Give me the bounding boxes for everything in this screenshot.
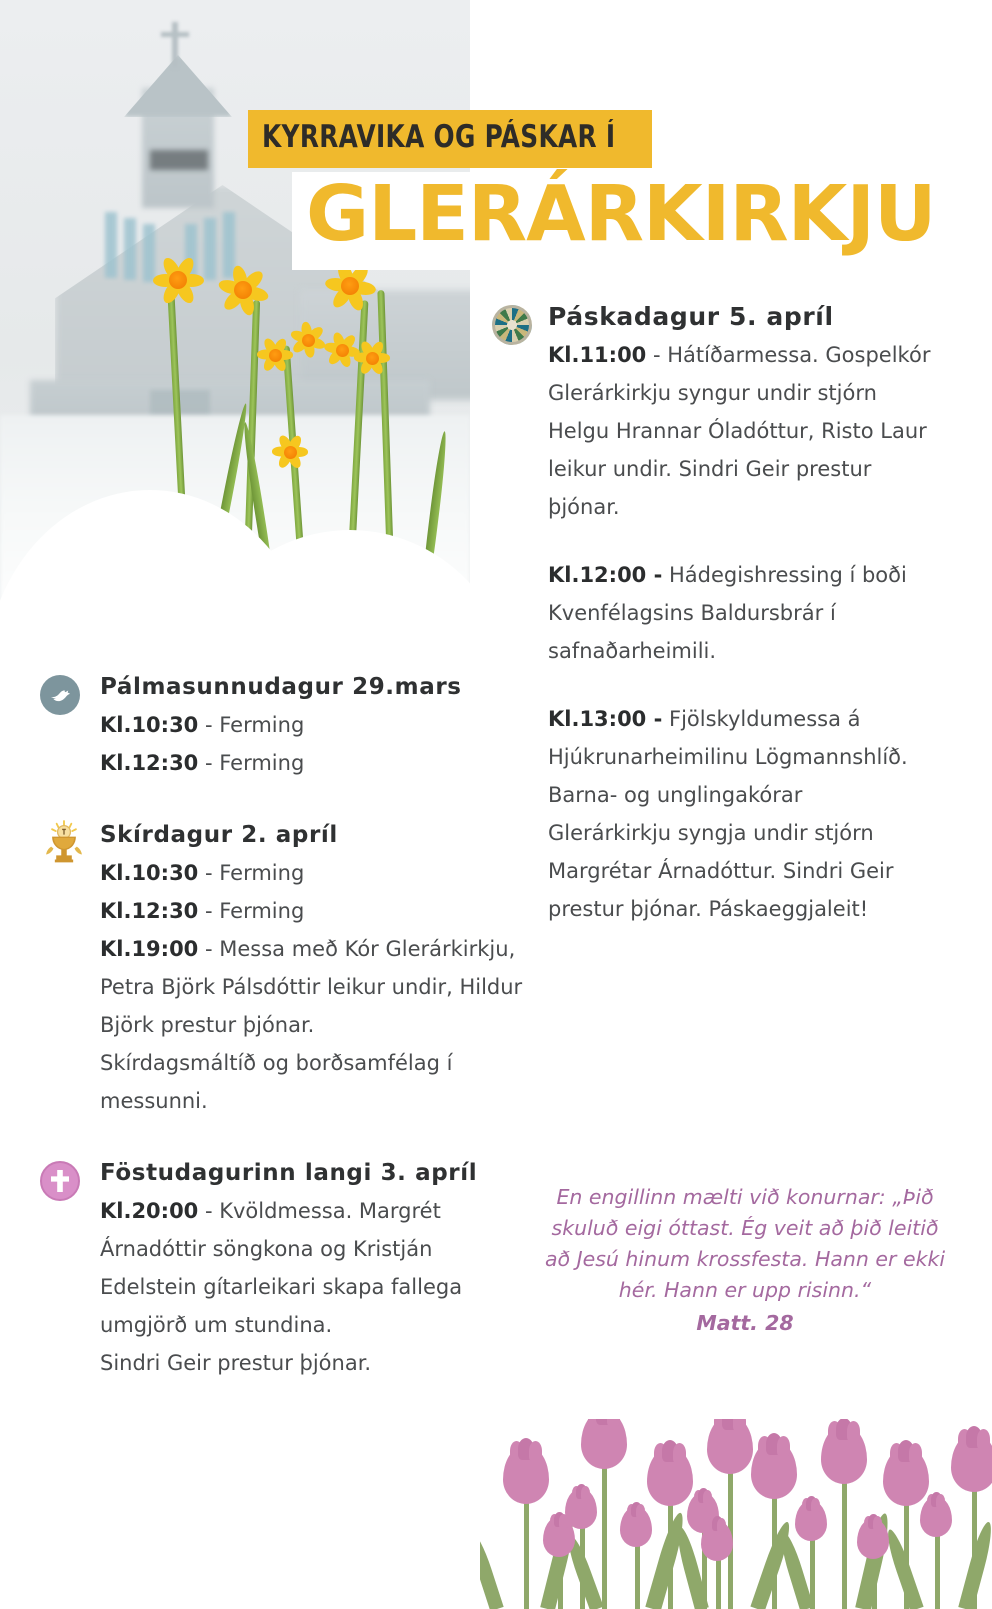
tulip-stem (842, 1469, 847, 1609)
event-time: Kl.11:00 (548, 343, 647, 367)
event-text: - Ferming (198, 713, 305, 737)
dove-icon (40, 675, 80, 715)
tulip-stem (580, 1519, 585, 1609)
tulip-stem (935, 1527, 940, 1609)
event-title: Skírdagur 2. apríl (100, 822, 338, 848)
tulip-flower (701, 1521, 733, 1561)
event-text: Skírdagsmáltíð og borðsamfélag í messunni. (100, 1051, 453, 1113)
tower-opening (150, 150, 208, 170)
tulip-stem (972, 1477, 977, 1609)
event-line (100, 892, 525, 930)
event-line (100, 1192, 525, 1344)
rosette-window-icon (492, 305, 532, 345)
tulip-flower (707, 1419, 753, 1474)
event-text: Sindri Geir prestur þjónar. (100, 1351, 372, 1375)
event-palmasunnudagur (40, 672, 525, 782)
grass-blade (480, 1531, 504, 1609)
chalice-icon (42, 820, 86, 866)
tulip-stem (524, 1489, 529, 1609)
grass-blade (777, 1530, 814, 1609)
tulip-stem (635, 1537, 640, 1609)
tulip-flower (503, 1446, 549, 1504)
event-text: - Hátíðarmessa. Gospelkór Glerárkirkju syngur undir stjórn Helgu Hrannar Óladóttur, Risto Laur leikur undir. Sindri Geir prestur þjónar. (548, 343, 931, 519)
event-text: - Ferming (198, 861, 305, 885)
event-line (100, 1044, 525, 1120)
poster-eyebrow-text: KYRRAVIKA OG PÁSKAR Í (262, 119, 616, 155)
tulip-flower (951, 1434, 992, 1492)
poster-title-block (292, 170, 936, 270)
event-line (100, 930, 525, 1044)
event-line (548, 336, 932, 526)
event-title: Föstudagurinn langi 3. apríl (100, 1160, 478, 1186)
event-line (100, 706, 525, 744)
event-title: Pálmasunnudagur 29.mars (100, 674, 462, 700)
church-window (105, 212, 117, 278)
poster-eyebrow-band (248, 110, 652, 168)
daffodil-flower (150, 252, 206, 308)
scripture-quote (540, 1182, 950, 1339)
event-title: Páskadagur 5. apríl (548, 302, 834, 331)
event-paskadagur-1200 (492, 556, 932, 670)
church-rooftop-cross-icon (172, 22, 178, 68)
event-line (100, 1344, 525, 1382)
event-text: - Messa með Kór Glerárkirkju, Petra Björk Pálsdóttir leikur undir, Hildur Björk prestur þjónar. (100, 937, 523, 1037)
event-time: Kl.20:00 (100, 1199, 199, 1223)
daffodil-flower (215, 262, 271, 318)
event-line (548, 556, 932, 670)
event-time: Kl.13:00 - (548, 707, 663, 731)
event-skirdagur (40, 820, 525, 1120)
event-fostudagurinn-langi (40, 1158, 525, 1382)
event-text: - Kvöldmessa. Margrét Árnadóttir söngkona og Kristján Edelstein gítarleikari skapa fallega umgjörð um stundina. (100, 1199, 463, 1337)
event-time: Kl.19:00 (100, 937, 199, 961)
event-time: Kl.10:30 (100, 861, 199, 885)
page-title: GLERÁRKIRKJU (306, 170, 936, 259)
event-line (100, 854, 525, 892)
event-text: Hádegishressing í boði Kvenfélagsins Baldursbrár í safnaðarheimili. (548, 563, 907, 663)
tulip-flower (795, 1501, 827, 1541)
tulip-stem (904, 1491, 909, 1609)
event-text: Fjölskyldumessa á Hjúkrunarheimilinu Lögmannshlíð. Barna- og unglingakórar Glerárkirkju syngja undir stjórn Margrétar Árnadóttur. Sindri Geir prestur þjónar. Páskaeggjaleit! (548, 707, 908, 921)
tulip-flower (581, 1419, 627, 1469)
tulip-stem (810, 1531, 815, 1609)
quote-text: En engillinn mælti við konurnar: „Þið skuluð eigi óttast. Ég veit að þið leitið að Jesú hinum krossfesta. Hann er ekki hér. Hann er upp risinn.“ (544, 1185, 946, 1302)
tulip-flower (883, 1448, 929, 1506)
event-paskadagur (492, 300, 932, 526)
church-window (124, 218, 136, 280)
event-text: - Ferming (198, 899, 305, 923)
tulip-flower (751, 1441, 797, 1499)
quote-reference: Matt. 28 (696, 1311, 794, 1335)
church-photo (0, 0, 470, 640)
tulip-stem (602, 1454, 607, 1609)
event-time: Kl.12:30 (100, 751, 199, 775)
left-schedule-column (40, 672, 525, 1420)
cross-icon (40, 1161, 80, 1201)
tulip-flower (857, 1519, 889, 1559)
right-schedule-column (492, 300, 932, 958)
event-time: Kl.12:30 (100, 899, 199, 923)
tulip-stem (668, 1491, 673, 1609)
tulip-flower (821, 1426, 867, 1484)
daffodil-flower (352, 338, 392, 378)
tulip-flower (647, 1448, 693, 1506)
daffodil-flower (270, 432, 310, 472)
tulip-flower (620, 1507, 652, 1547)
pink-tulip-border (480, 1419, 992, 1609)
event-text: - Ferming (198, 751, 305, 775)
event-paskadagur-1300 (492, 700, 932, 928)
event-time: Kl.10:30 (100, 713, 199, 737)
tulip-flower (565, 1489, 597, 1529)
event-line (100, 744, 525, 782)
tulip-flower (920, 1497, 952, 1537)
event-time: Kl.12:00 - (548, 563, 663, 587)
event-line (548, 700, 932, 928)
tulip-stem (772, 1484, 777, 1609)
